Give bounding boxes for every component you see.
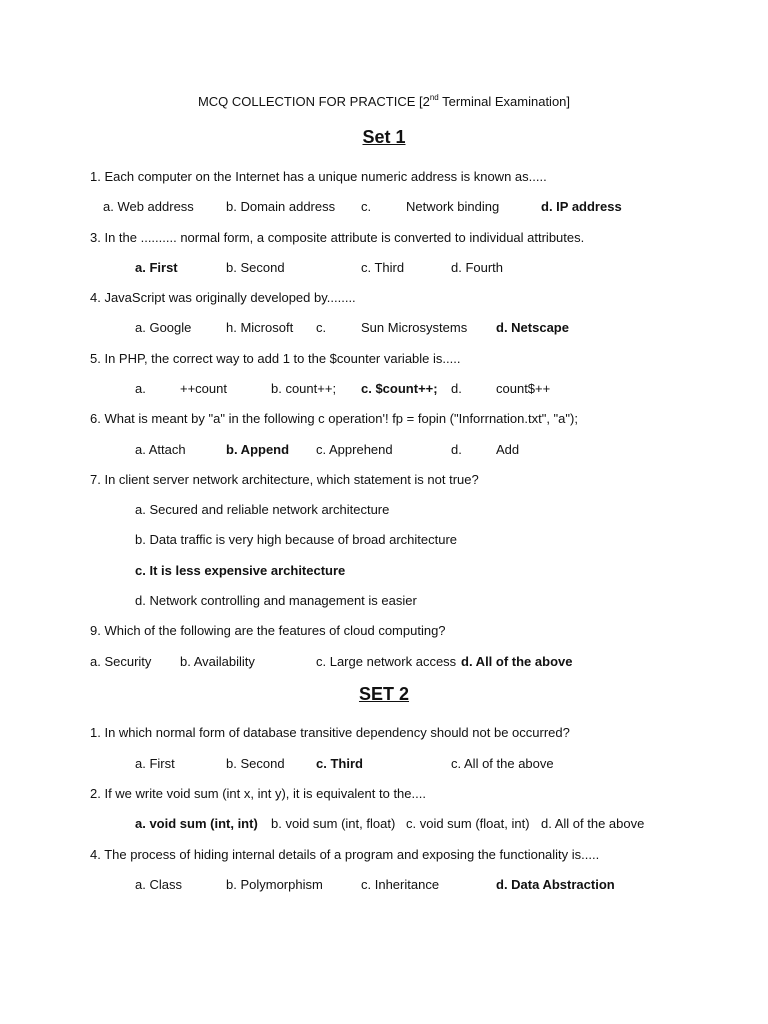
option: b. void sum (int, float) [271, 816, 396, 831]
option: b. Second [226, 260, 285, 275]
question-text: 3. In the .......... normal form, a composite attribute is converted to individual attributes. [90, 230, 585, 245]
correct-option: d. Netscape [496, 320, 569, 335]
option: b. count++; [271, 381, 337, 396]
option: d. Network controlling and management is easier [135, 593, 417, 608]
question-text: 1. In which normal form of database transitive dependency should not be occurred? [90, 725, 570, 740]
option: c. Apprehend [316, 442, 393, 457]
option: b. Domain address [226, 199, 336, 214]
option: c. Third [361, 260, 405, 275]
question-text: 4. The process of hiding internal details of a program and exposing the functionality is..... [90, 847, 600, 862]
option: d. [451, 381, 462, 396]
option: b. Second [226, 756, 285, 771]
page-title [0, 94, 768, 109]
correct-option: c. Third [316, 756, 363, 771]
option: c. Large network access [316, 654, 457, 669]
correct-option: a. void sum (int, int) [135, 816, 258, 831]
option: d. All of the above [541, 816, 645, 831]
correct-option: a. First [135, 260, 178, 275]
option: Add [496, 442, 520, 457]
option: h. Microsoft [226, 320, 294, 335]
set-heading: SET 2 [358, 684, 410, 704]
option: c. All of the above [451, 756, 554, 771]
option: Sun Microsystems [361, 320, 468, 335]
option: b. Data traffic is very high because of broad architecture [135, 532, 458, 547]
option: c. void sum (float, int) [406, 816, 530, 831]
option: c. Inheritance [361, 877, 440, 892]
question-text: 4. JavaScript was originally developed by........ [90, 290, 356, 305]
set-heading: Set 1 [362, 127, 406, 147]
question-text: 6. What is meant by "a" in the following c operation'! fp = fopin ("Inforrnation.txt", "a"); [90, 411, 578, 426]
option: ++count [180, 381, 227, 396]
option: c. [361, 199, 372, 214]
question-text: 1. Each computer on the Internet has a unique numeric address is known as..... [90, 169, 547, 184]
option: a. Google [135, 320, 192, 335]
question-text: 9. Which of the following are the features of cloud computing? [90, 623, 446, 638]
question-text: 2. If we write void sum (int x, int y), it is equivalent to the.... [90, 786, 426, 801]
option: count$++ [496, 381, 551, 396]
question-text: 5. In PHP, the correct way to add 1 to the $counter variable is..... [90, 351, 461, 366]
correct-option: c. It is less expensive architecture [135, 563, 346, 578]
option: a. Class [135, 877, 182, 892]
page-title-superscript: nd [429, 93, 439, 102]
correct-option: d. All of the above [461, 654, 573, 669]
correct-option: c. $count++; [361, 381, 438, 396]
option: d. [451, 442, 462, 457]
page-title-suffix: Terminal Examination] [438, 94, 571, 109]
option: c. [316, 320, 327, 335]
option: a. Web address [103, 199, 194, 214]
correct-option: d. IP address [541, 199, 622, 214]
option: a. Attach [135, 442, 186, 457]
page-title-prefix: MCQ COLLECTION FOR PRACTICE [2 [197, 94, 430, 109]
option: b. Polymorphism [226, 877, 323, 892]
option: a. Secured and reliable network architecture [135, 502, 390, 517]
correct-option: d. Data Abstraction [496, 877, 615, 892]
option: d. Fourth [451, 260, 504, 275]
option: a. Security [90, 654, 152, 669]
question-text: 7. In client server network architecture, which statement is not true? [90, 472, 479, 487]
option: Network binding [406, 199, 500, 214]
option: b. Availability [180, 654, 255, 669]
option: a. [135, 381, 146, 396]
option: a. First [135, 756, 175, 771]
correct-option: b. Append [226, 442, 290, 457]
